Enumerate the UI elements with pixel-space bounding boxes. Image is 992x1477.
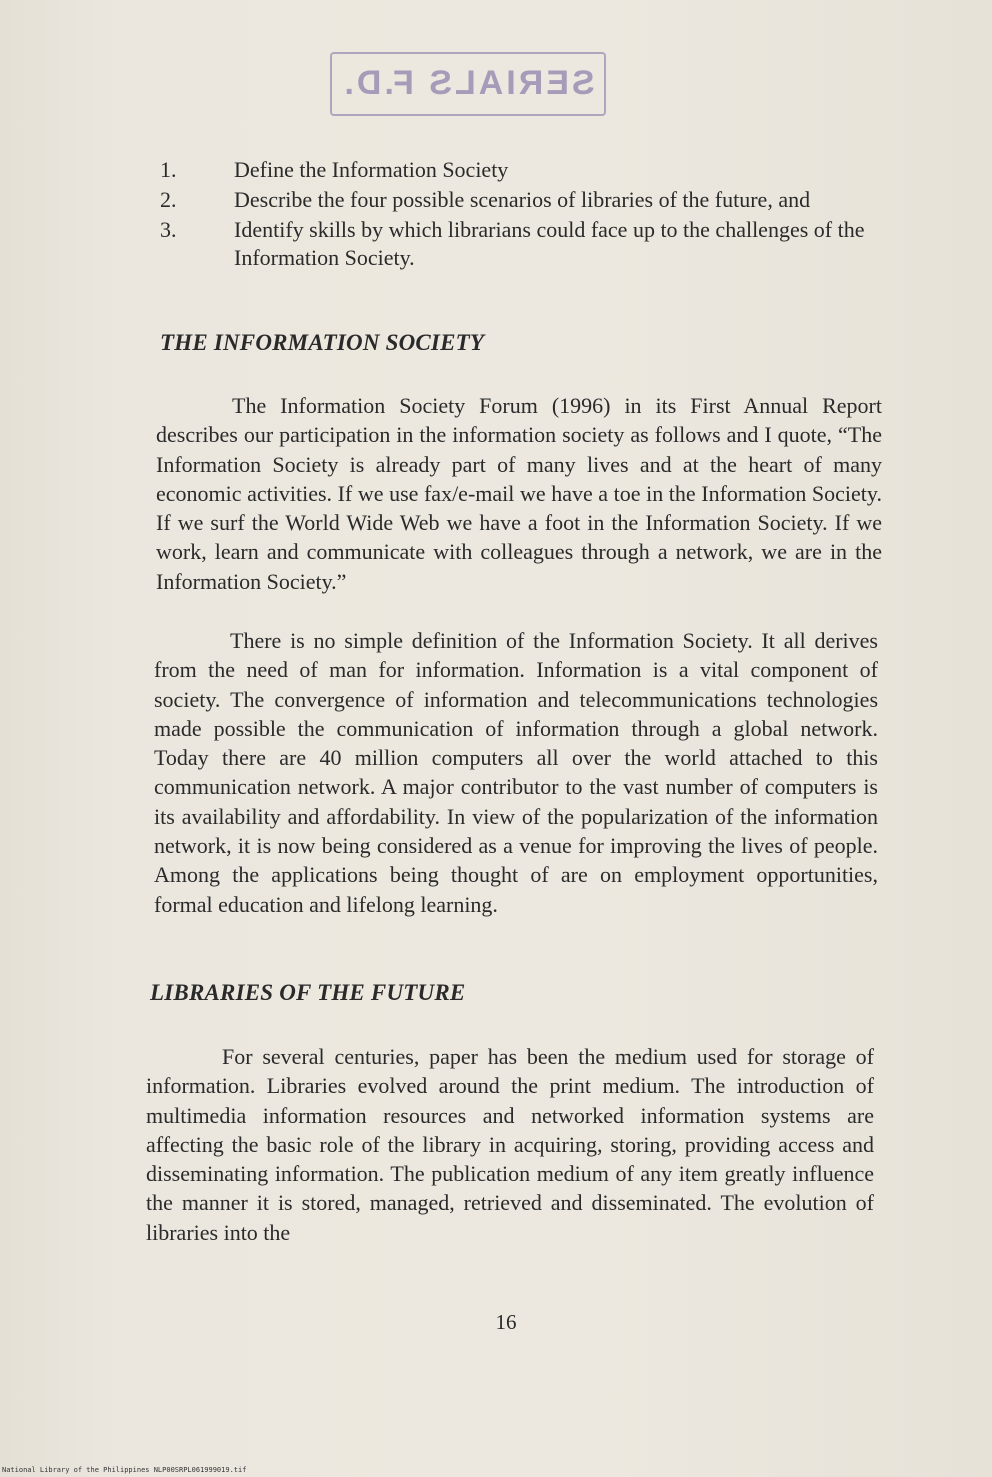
list-item-text: Describe the four possible scenarios of libraries of the future, and xyxy=(234,187,811,212)
scan-footer: National Library of the Philippines NLP00SRPL061999019.tif xyxy=(2,1466,247,1474)
list-item-number: 2. xyxy=(160,187,177,212)
paragraph: There is no simple definition of the Information Society. It all derives from the need of man for information. Information is a vital component of society. The convergence of information and telecommunications technologies made possible the communication of information through a global network. Today there are 40 million computers all over the world attached to this communication network. A major contributor to the vast number of computers is its availability and affordability. In view of the popularization of the information network, it is now being considered as a venue for improving the lives of people. Among the applications being thought of are on employment opportunities, formal education and lifelong learning. xyxy=(154,628,878,917)
section-heading-information-society: THE INFORMATION SOCIETY xyxy=(160,330,485,355)
list-item-number: 1. xyxy=(160,157,177,182)
stamp-text: SERIALS F.D. xyxy=(341,64,595,102)
list-item-number: 3. xyxy=(160,217,177,242)
list-item xyxy=(158,156,888,184)
list-item-text: Define the Information Society xyxy=(234,157,509,182)
paragraph: For several centuries, paper has been the medium used for storage of information. Libraries evolved around the print medium. The introduction of multimedia information resources and networked information systems are affecting the basic role of the library in acquiring, storing, providing access and disseminating information. The publication medium of any item greatly influence the manner it is stored, managed, retrieved and disseminated. The evolution of libraries into the xyxy=(146,1044,874,1245)
objectives-list xyxy=(158,156,888,274)
list-item-text: Identify skills by which librarians could face up to the challenges of the Information Society. xyxy=(234,217,865,270)
serials-stamp xyxy=(330,52,606,116)
section-heading-libraries-of-the-future: LIBRARIES OF THE FUTURE xyxy=(150,980,466,1005)
page-number: 16 xyxy=(495,1310,517,1334)
list-item xyxy=(158,216,888,272)
list-item xyxy=(158,186,888,214)
paragraph: The Information Society Forum (1996) in its First Annual Report describes our participation in the information society as follows and I quote, “The Information Society is already part of many lives and at the heart of many economic activities. If we use fax/e-mail we have a toe in the Information Society. If we surf the World Wide Web we have a foot in the Information Society. If we work, learn and communicate with colleagues through a network, we are in the Information Society.” xyxy=(156,393,882,594)
